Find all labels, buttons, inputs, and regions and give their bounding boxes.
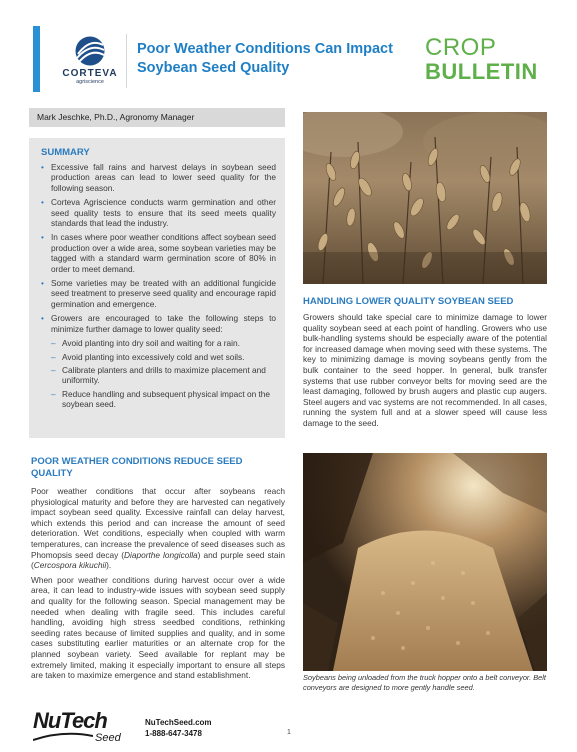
summary-bullet: • Growers are encouraged to take the following steps to minimize further damage to lower quality seed: bbox=[41, 313, 276, 334]
nutech-wordmark: NuTech bbox=[33, 708, 107, 733]
phone-number: 1-888-647-3478 bbox=[145, 729, 202, 738]
summary-bullet: • Some varieties may be treated with an additional fungicide seed treatment to preserve seed quality and encourage rapid germination and emergence. bbox=[41, 278, 276, 309]
summary-sub-bullet: – Calibrate planters and drills to maximize placement and uniformity. bbox=[41, 365, 276, 386]
weather-reduces-quality-section bbox=[31, 456, 285, 685]
summary-bullet: • In cases where poor weather conditions affect soybean seed production over a wide area, some soybean varieties may be tagged with a standard warm germination score of 80% in order to meet demand. bbox=[41, 232, 276, 274]
page-title: Poor Weather Conditions Can Impact Soybean Seed Quality bbox=[137, 41, 393, 76]
author-name: Mark Jeschke, Ph.D., Agronomy Manager bbox=[37, 112, 195, 122]
summary-heading: SUMMARY bbox=[41, 147, 90, 158]
swoosh-icon bbox=[33, 732, 93, 742]
soybean-pods-image bbox=[303, 112, 547, 284]
summary-bullet: • Excessive fall rains and harvest delays in soybean seed production areas can lead to lower seed quality for the following season. bbox=[41, 162, 276, 193]
summary-box bbox=[29, 138, 285, 438]
pathogen-name: Diaporthe longicolla bbox=[124, 549, 198, 560]
header-accent-bar bbox=[33, 26, 40, 92]
section-paragraph: Growers should take special care to minimize damage to lower quality soybean seed at each point of handling. Growers who use bulk-handling systems should be especially aware of the potential for increased damage when moving seed with these systems. The key to minimizing damage is moving soybeans gently from the bulk container to the seed hopper. In general, bulk transfer systems that use rubber conveyor belts for moving seed are the least damaging, followed by brush augers and plastic cup augers. Steel augers and vac systems are not recommended. In all cases, running the system full and at a slower speed will cause less damage to the seed. bbox=[303, 312, 547, 428]
soybean-conveyor-photo bbox=[303, 453, 547, 671]
crop-bulletin-label bbox=[425, 36, 545, 84]
section-paragraph: When poor weather conditions during harvest occur over a wide area, it can lead to industry-wide issues with soybean seed supply and quality for the following season. Special management may be needed when dealing with fragile seed. This includes careful handling, avoiding high stress seedbed conditions, rethinking seeding rates because of limited supplies and quality, and in some cases substituting earlier maturities or an alternate crop for the planned soybean variety. Seed available for replant may be extremely limited, making it especially important to ensure all steps are taken to maximize emergence and stand establishment. bbox=[31, 574, 285, 681]
header-divider bbox=[126, 34, 127, 88]
crop-word: CROP bbox=[425, 34, 497, 61]
section-heading: HANDLING LOWER QUALITY SOYBEAN SEED bbox=[303, 296, 514, 307]
brand-name: CORTEVA bbox=[62, 68, 118, 79]
soybean-conveyor-image bbox=[303, 453, 547, 671]
page-number: 1 bbox=[287, 729, 291, 736]
summary-sub-bullet: – Avoid planting into excessively cold and wet soils. bbox=[41, 352, 276, 362]
summary-sub-bullet: – Reduce handling and subsequent physical impact on the soybean seed. bbox=[41, 389, 276, 410]
photo-caption: Soybeans being unloaded from the truck hopper onto a belt conveyor. Belt conveyors are designed to more gently handle seed. bbox=[303, 673, 546, 692]
corteva-logo-mark bbox=[73, 35, 107, 67]
author-band bbox=[29, 108, 285, 127]
website-link[interactable]: NuTechSeed.com bbox=[145, 718, 212, 727]
section-heading: POOR WEATHER CONDITIONS REDUCE SEED QUALITY bbox=[31, 456, 243, 479]
summary-sub-bullet: – Avoid planting into dry soil and waiting for a rain. bbox=[41, 338, 276, 348]
pathogen-name: Cercospora kikuchii bbox=[33, 560, 107, 571]
corteva-logo bbox=[55, 35, 125, 91]
nutech-seed-word: Seed bbox=[95, 732, 121, 744]
bulletin-word: BULLETIN bbox=[425, 59, 538, 84]
section-paragraph bbox=[31, 486, 285, 571]
summary-bullet: • Corteva Agriscience conducts warm germination and other seed quality tests to ensure that its seed meets quality standards that lead the industry. bbox=[41, 197, 276, 228]
nutech-logo bbox=[33, 708, 133, 746]
brand-subtitle: agriscience bbox=[76, 79, 104, 85]
paragraph-text: ). bbox=[106, 560, 112, 571]
paragraph-text: Poor weather conditions that occur after soybeans reach physiological maturity and before they are harvested can negatively impact soybean seed quality. Excessive rainfall can delay harvest, which extends this period and can increase the amount of seed deterioration. Wet conditions, especially when coupled with warm temperatures, can increase the prevalence of seed diseases such as Phomopsis seed decay ( bbox=[31, 486, 285, 560]
soybean-field-photo bbox=[303, 112, 547, 284]
footer-contact bbox=[145, 717, 212, 739]
paragraph-text: ) and purple seed stain ( bbox=[31, 549, 285, 571]
handling-section bbox=[303, 296, 547, 429]
